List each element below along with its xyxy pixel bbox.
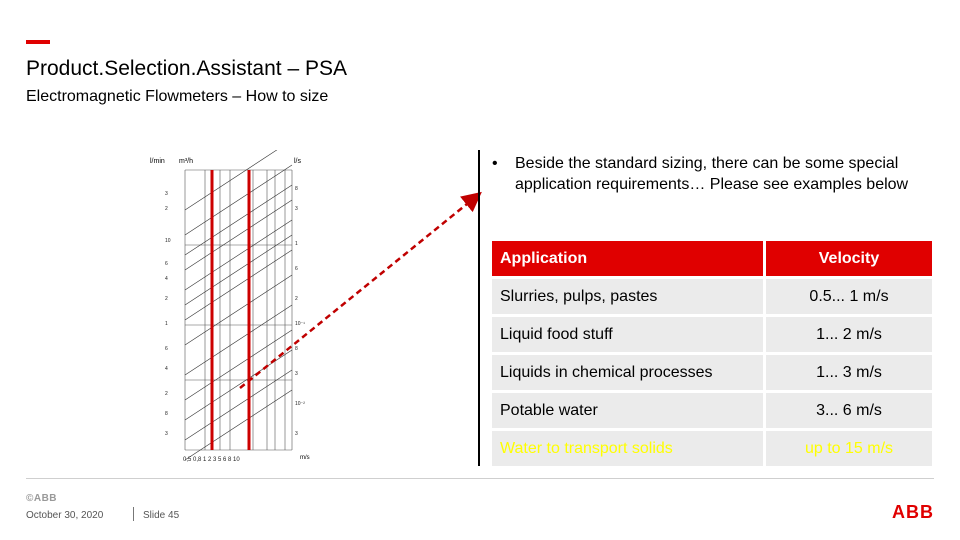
svg-text:3: 3	[165, 191, 168, 197]
nomogram-x-unit: m/s	[300, 455, 310, 461]
slide-title: Product.Selection.Assistant – PSA	[26, 57, 347, 80]
footer-date: October 30, 2020	[26, 510, 104, 521]
svg-text:3: 3	[165, 431, 168, 437]
svg-text:2: 2	[295, 296, 298, 302]
svg-text:1: 1	[295, 241, 298, 247]
svg-text:2: 2	[165, 391, 168, 397]
table-row	[492, 317, 932, 352]
footer-brand: ©ABB	[26, 493, 58, 504]
slide-subtitle: Electromagnetic Flowmeters – How to size	[26, 88, 329, 105]
svg-text:3: 3	[295, 431, 298, 437]
table-row	[492, 393, 932, 428]
nomogram-x-ticks: 0,5 0,8 1 2 3 5 6 8 10	[183, 457, 240, 463]
cell-application: Liquids in chemical processes	[492, 355, 763, 390]
svg-text:2: 2	[165, 296, 168, 302]
cell-velocity: 0.5... 1 m/s	[763, 279, 932, 314]
cell-application: Slurries, pulps, pastes	[492, 279, 763, 314]
table-row-highlight	[492, 431, 932, 466]
bullet-text: Beside the standard sizing, there can be some special application requirements… Please see examples below	[515, 155, 909, 193]
table-header-row	[492, 241, 932, 276]
nomogram-unit-ls: l/s	[294, 158, 301, 165]
bullet-note	[492, 153, 912, 195]
svg-text:8: 8	[165, 411, 168, 417]
vertical-divider	[478, 150, 480, 466]
cell-application: Potable water	[492, 393, 763, 428]
svg-text:4: 4	[165, 366, 168, 372]
cell-velocity: 1... 2 m/s	[763, 317, 932, 352]
slide-number: Slide 45	[143, 510, 180, 521]
nomogram-unit-m3h: m³/h	[179, 158, 193, 165]
cell-velocity: 1... 3 m/s	[763, 355, 932, 390]
svg-text:3: 3	[295, 371, 298, 377]
svg-text:3: 3	[295, 206, 298, 212]
bullet-symbol: •	[492, 155, 498, 172]
footer-divider	[26, 478, 934, 479]
svg-text:6: 6	[295, 266, 298, 272]
svg-text:10⁻¹: 10⁻¹	[295, 321, 305, 327]
svg-text:8: 8	[295, 186, 298, 192]
cell-application: Liquid food stuff	[492, 317, 763, 352]
cell-velocity: 3... 6 m/s	[763, 393, 932, 428]
abb-logo: ABB	[892, 502, 934, 522]
table-row	[492, 355, 932, 390]
svg-text:4: 4	[165, 276, 168, 282]
svg-text:6: 6	[165, 346, 168, 352]
cell-application: Water to transport solids	[492, 431, 763, 466]
svg-text:10: 10	[165, 238, 171, 244]
svg-text:2: 2	[165, 206, 168, 212]
svg-text:8: 8	[295, 346, 298, 352]
header-velocity: Velocity	[763, 241, 932, 276]
svg-text:10⁻²: 10⁻²	[295, 401, 305, 407]
svg-text:6: 6	[165, 261, 168, 267]
header-application: Application	[492, 241, 763, 276]
footer-separator	[133, 507, 134, 521]
application-velocity-table	[492, 238, 932, 469]
cell-velocity: up to 15 m/s	[763, 431, 932, 466]
table-row	[492, 279, 932, 314]
nomogram-unit-lmin: l/min	[150, 158, 165, 165]
svg-text:1: 1	[165, 321, 168, 327]
